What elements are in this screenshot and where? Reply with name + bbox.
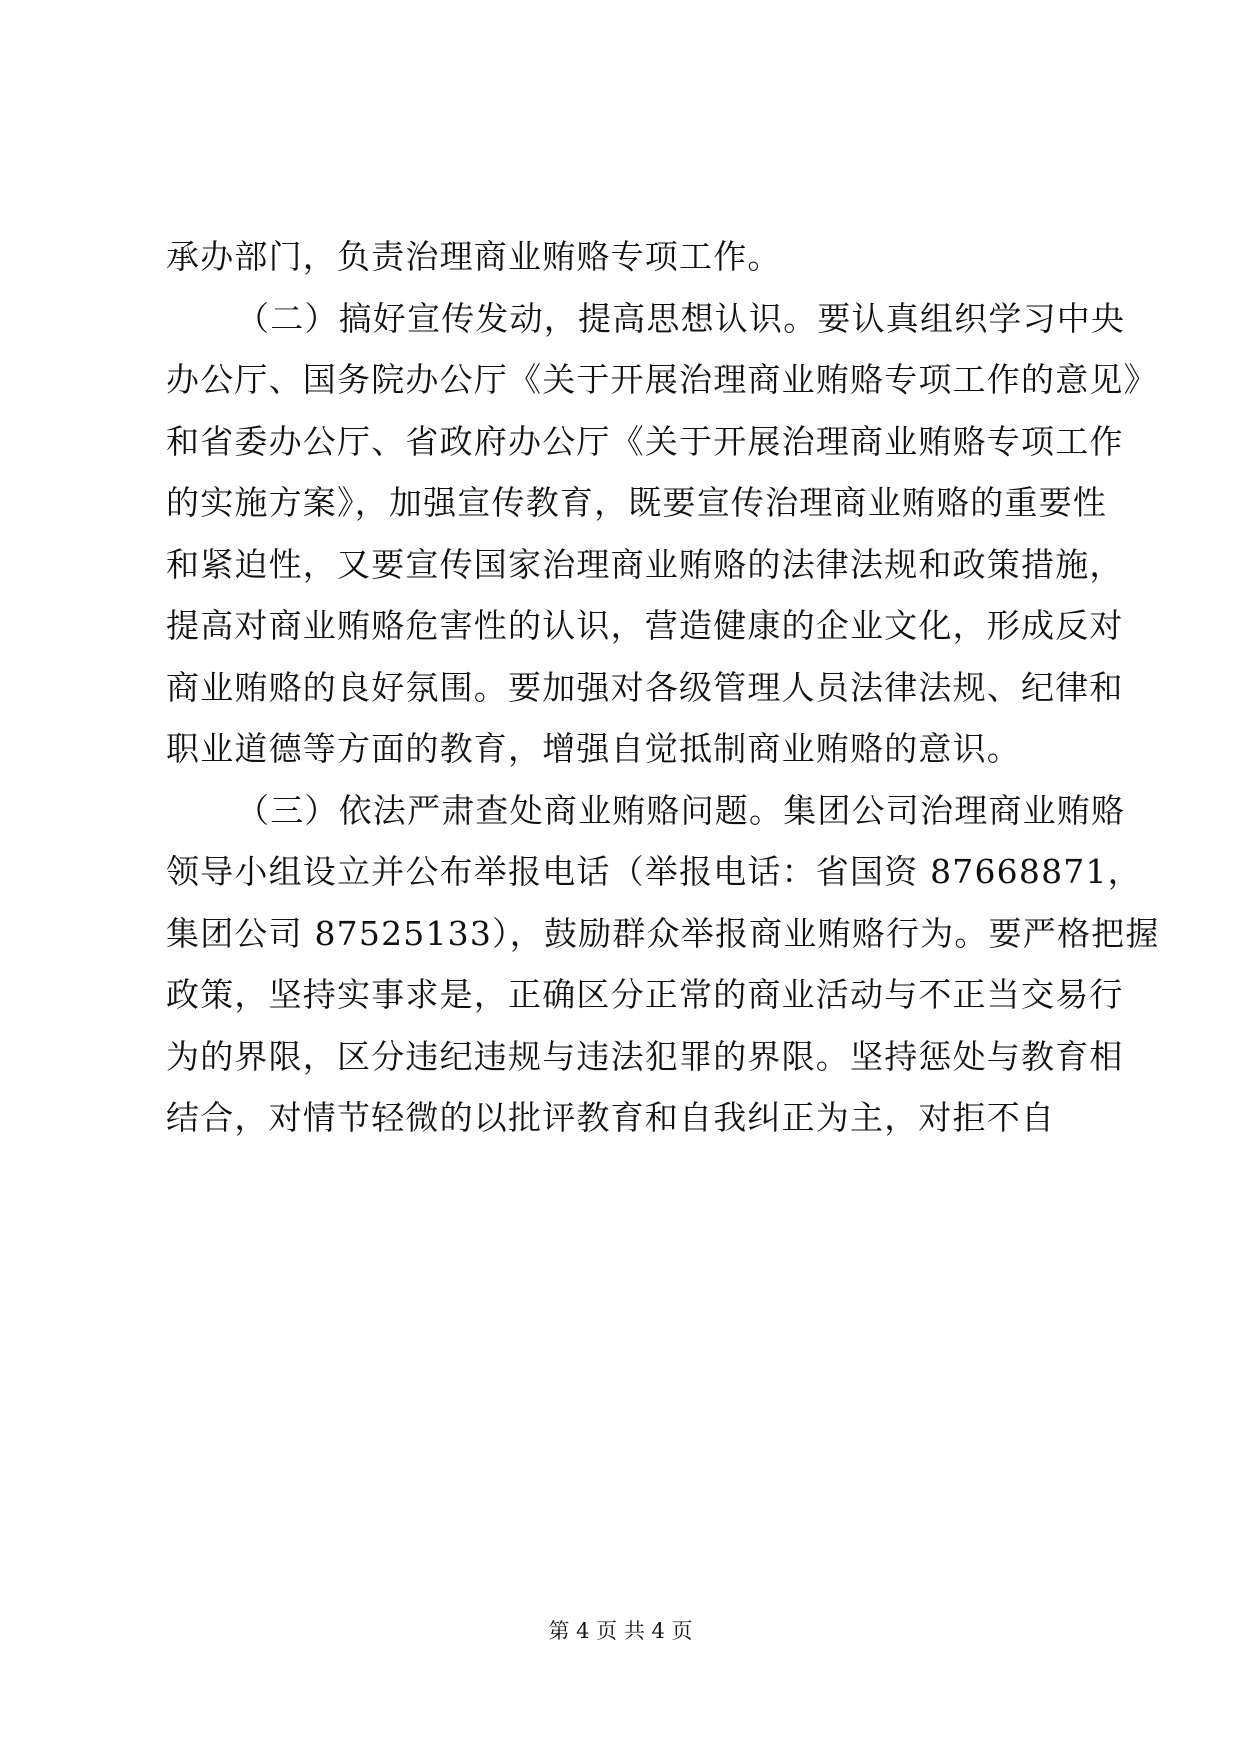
paragraph-start-line: （三）依法严肃查处商业贿赂问题。集团公司治理商业贿赂 xyxy=(236,790,1126,830)
text-line: 集团公司 87525133），鼓励群众举报商业贿赂行为。要严格把握 xyxy=(166,913,1160,953)
text-line: 承办部门，负责治理商业贿赂专项工作。 xyxy=(166,237,782,276)
text-line: 办公厅、国务院办公厅《关于开展治理商业贿赂专项工作的意见》 xyxy=(166,360,1158,399)
text-line: 领导小组设立并公布举报电话（举报电话：省国资 87668871， xyxy=(166,852,1142,891)
page-footer: 第 4 页 共 4 页 xyxy=(548,1619,693,1643)
text-line: 提高对商业贿赂危害性的认识，营造健康的企业文化，形成反对 xyxy=(166,606,1124,645)
document-body xyxy=(166,226,1160,1149)
text-line: 的实施方案》，加强宣传教育，既要宣传治理商业贿赂的重要性 xyxy=(166,483,1108,522)
text-line: 和紧迫性，又要宣传国家治理商业贿赂的法律法规和政策措施， xyxy=(166,544,1124,584)
text-line: 和省委办公厅、省政府办公厅《关于开展治理商业贿赂专项工作 xyxy=(166,421,1124,461)
paragraph-start-line: （二）搞好宣传发动，提高思想认识。要认真组织学习中央 xyxy=(236,298,1126,338)
text-line: 政策，坚持实事求是，正确区分正常的商业活动与不正当交易行 xyxy=(166,975,1124,1014)
text-line: 结合，对情节轻微的以批评教育和自我纠正为主，对拒不自 xyxy=(166,1098,1056,1137)
text-line: 商业贿赂的良好氛围。要加强对各级管理人员法律法规、纪律和 xyxy=(166,667,1124,707)
text-line: 职业道德等方面的教育，增强自觉抵制商业贿赂的意识。 xyxy=(166,729,1021,768)
text-line: 为的界限，区分违纪违规与违法犯罪的界限。坚持惩处与教育相 xyxy=(166,1036,1124,1076)
